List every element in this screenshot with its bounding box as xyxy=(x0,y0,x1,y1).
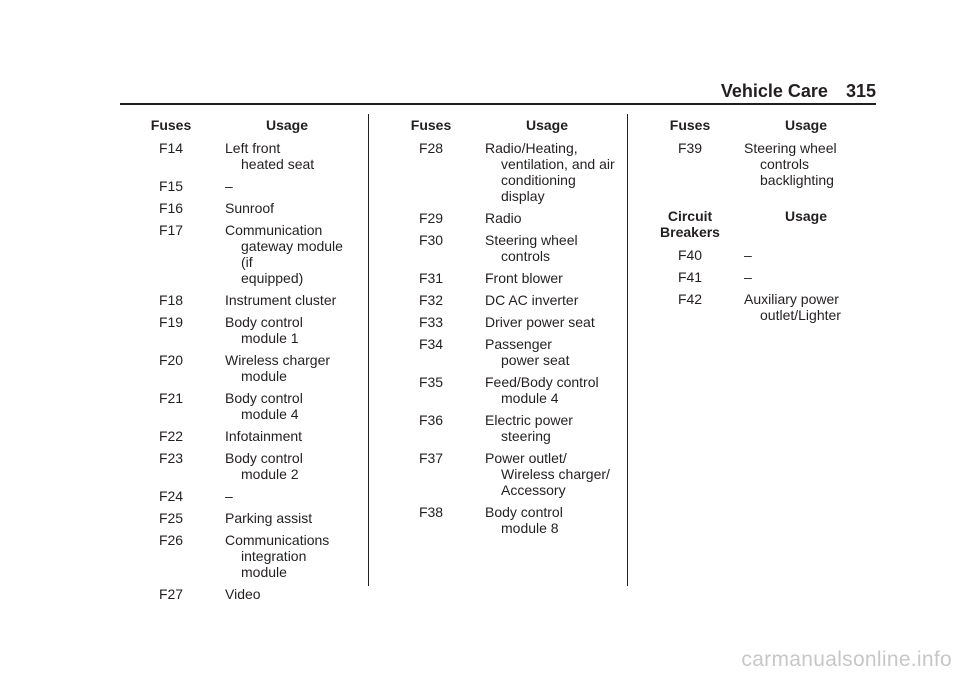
fuse-usage-line: Wireless charger xyxy=(225,352,331,368)
fuse-row xyxy=(125,222,357,286)
fuse-row xyxy=(644,140,876,188)
fuse-row xyxy=(385,232,617,264)
fuse-usage-line: Radio xyxy=(485,210,522,226)
fuse-row xyxy=(385,504,617,536)
fuse-row xyxy=(385,336,617,368)
fuse-usage xyxy=(477,450,615,498)
fuse-usage-line: integration module xyxy=(241,548,307,580)
fuse-usage-line: heated seat xyxy=(241,156,315,172)
fuse-id: F20 xyxy=(158,352,184,368)
fuse-usage xyxy=(477,374,615,406)
fuse-row xyxy=(125,488,357,504)
fuse-id: F37 xyxy=(418,450,444,466)
fuse-usage-line: Front blower xyxy=(485,270,563,286)
circuit-breakers-header xyxy=(644,208,876,240)
fuse-usage-line: Parking assist xyxy=(225,510,313,526)
fuse-usage xyxy=(217,532,355,580)
fuse-column-3 xyxy=(644,117,876,329)
fuse-usage-line: Video xyxy=(225,586,261,602)
fuse-usage xyxy=(217,390,355,422)
fuse-id: F19 xyxy=(158,314,184,330)
fuse-row xyxy=(125,428,357,444)
fuse-usage xyxy=(217,488,355,504)
fuse-usage xyxy=(477,336,615,368)
fuse-usage xyxy=(477,292,615,308)
fuse-row xyxy=(385,374,617,406)
fuse-usage-line: gateway module (if xyxy=(241,238,343,270)
fuse-usage-line: Auxiliary power xyxy=(744,291,839,307)
fuse-usage xyxy=(217,352,355,384)
fuse-id: F29 xyxy=(418,210,444,226)
fuse-usage-line: Communication xyxy=(225,222,323,238)
watermark: carmanualsonline.info xyxy=(741,648,952,671)
fuse-usage-line: Left front xyxy=(225,140,281,156)
fuse-row xyxy=(125,510,357,526)
fuse-usage-line: module 8 xyxy=(501,520,559,536)
fuse-usage-line: Steering wheel xyxy=(485,232,578,248)
fuse-usage xyxy=(736,291,874,323)
fuse-usage-line: conditioning xyxy=(501,172,576,188)
fuse-usage-line: Power outlet/ xyxy=(485,450,567,466)
fuse-id: F32 xyxy=(418,292,444,308)
fuse-usage-line: module 4 xyxy=(241,406,299,422)
fuse-usage-line: display xyxy=(501,188,545,204)
fuse-row xyxy=(125,532,357,580)
fuse-usage-line: outlet/Lighter xyxy=(760,307,841,323)
fuse-usage-line: Passenger xyxy=(485,336,552,352)
fuse-usage xyxy=(217,428,355,444)
fuse-row xyxy=(125,352,357,384)
usage-heading: Usage xyxy=(784,208,828,224)
fuse-row xyxy=(125,140,357,172)
fuse-id: F35 xyxy=(418,374,444,390)
fuse-usage-line: – xyxy=(744,247,752,263)
fuse-id: F28 xyxy=(418,140,444,156)
page-header xyxy=(120,80,876,102)
fuse-usage-line: Radio/Heating, xyxy=(485,140,578,156)
usage-heading: Usage xyxy=(525,117,569,133)
fuse-usage-line: Electric power xyxy=(485,412,573,428)
fuse-usage-line: Driver power seat xyxy=(485,314,595,330)
fuse-usage xyxy=(477,232,615,264)
fuse-id: F41 xyxy=(677,269,703,285)
fuse-row xyxy=(125,200,357,216)
fuse-usage xyxy=(217,292,355,308)
fuse-row xyxy=(125,178,357,194)
column-header xyxy=(385,117,617,133)
fuse-id: F40 xyxy=(677,247,703,263)
fuse-id: F18 xyxy=(158,292,184,308)
fuse-row xyxy=(385,292,617,308)
fuse-usage xyxy=(217,200,355,216)
fuse-usage-line: controls xyxy=(501,248,551,264)
fuse-usage-line: Body control xyxy=(485,504,563,520)
fuse-usage-line: Body control xyxy=(225,314,303,330)
fuse-usage-line: module 2 xyxy=(241,466,299,482)
fuse-usage-line: module 1 xyxy=(241,330,299,346)
fuse-usage xyxy=(217,450,355,482)
fuse-usage xyxy=(477,210,615,226)
fuse-id: F31 xyxy=(418,270,444,286)
fuse-id: F21 xyxy=(158,390,184,406)
fuse-row xyxy=(385,314,617,330)
fuses-heading: Fuses xyxy=(669,117,711,133)
usage-heading: Usage xyxy=(784,117,828,133)
fuse-id: F42 xyxy=(677,291,703,307)
fuse-usage xyxy=(217,178,355,194)
fuse-id: F34 xyxy=(418,336,444,352)
fuse-id: F14 xyxy=(158,140,184,156)
usage-heading: Usage xyxy=(265,117,309,133)
fuse-id: F15 xyxy=(158,178,184,194)
fuse-usage-line: module xyxy=(241,368,287,384)
fuse-row xyxy=(125,292,357,308)
fuse-row xyxy=(125,450,357,482)
column-divider xyxy=(627,114,628,586)
fuse-row xyxy=(385,140,617,204)
fuse-usage xyxy=(736,140,874,188)
fuse-usage-line: backlighting xyxy=(760,172,834,188)
fuse-usage-line: Body control xyxy=(225,390,303,406)
column-header xyxy=(644,117,876,133)
fuse-usage-line: Body control xyxy=(225,450,303,466)
fuse-usage-line: Communications xyxy=(225,532,330,548)
fuse-id: F24 xyxy=(158,488,184,504)
header-rule xyxy=(120,103,876,105)
fuses-heading: Fuses xyxy=(150,117,192,133)
page-number: 315 xyxy=(845,81,876,101)
circuit-heading-line: Circuit xyxy=(667,208,713,224)
fuse-row xyxy=(644,247,876,263)
fuse-id: F16 xyxy=(158,200,184,216)
fuse-usage xyxy=(477,270,615,286)
fuse-id: F17 xyxy=(158,222,184,238)
fuse-id: F26 xyxy=(158,532,184,548)
fuse-usage-line: – xyxy=(744,269,752,285)
fuse-usage xyxy=(477,314,615,330)
fuse-usage xyxy=(736,247,874,263)
fuse-id: F23 xyxy=(158,450,184,466)
fuse-id: F25 xyxy=(158,510,184,526)
fuse-usage-line: controls xyxy=(760,156,810,172)
fuse-usage-line: steering xyxy=(501,428,551,444)
fuse-row xyxy=(644,269,876,285)
fuse-id: F36 xyxy=(418,412,444,428)
breakers-heading-line: Breakers xyxy=(660,224,720,240)
fuse-usage-line: – xyxy=(225,488,233,504)
fuse-usage xyxy=(477,140,615,204)
fuse-usage-line: power seat xyxy=(501,352,570,368)
fuse-usage xyxy=(736,269,874,285)
fuse-usage xyxy=(217,510,355,526)
fuse-usage-line: Wireless charger/ xyxy=(501,466,610,482)
column-divider xyxy=(368,114,369,586)
fuse-id: F33 xyxy=(418,314,444,330)
fuse-usage-line: module 4 xyxy=(501,390,559,406)
fuse-row xyxy=(385,450,617,498)
header-text xyxy=(721,80,876,102)
section-title: Vehicle Care xyxy=(720,81,828,101)
fuse-usage-line: Sunroof xyxy=(225,200,275,216)
fuse-usage-line: ventilation, and air xyxy=(501,156,615,172)
fuse-id: F38 xyxy=(418,504,444,520)
fuse-id: F27 xyxy=(158,586,184,602)
fuse-usage xyxy=(477,504,615,536)
fuse-usage-line: – xyxy=(225,178,233,194)
fuse-row xyxy=(385,210,617,226)
fuse-id: F39 xyxy=(677,140,703,156)
fuse-row xyxy=(385,270,617,286)
fuse-id: F30 xyxy=(418,232,444,248)
circuit-breakers-heading xyxy=(644,208,736,240)
fuse-usage xyxy=(477,412,615,444)
fuses-heading: Fuses xyxy=(410,117,452,133)
fuse-usage-line: DC AC inverter xyxy=(485,292,579,308)
fuse-row xyxy=(125,314,357,346)
fuse-id: F22 xyxy=(158,428,184,444)
fuse-row xyxy=(385,412,617,444)
fuse-row xyxy=(125,586,357,602)
fuse-column-2 xyxy=(385,117,617,542)
fuse-usage xyxy=(217,586,355,602)
fuse-usage-line: equipped) xyxy=(241,270,304,286)
fuse-row xyxy=(644,291,876,323)
fuse-usage-line: Instrument cluster xyxy=(225,292,337,308)
fuse-usage xyxy=(217,140,355,172)
fuse-column-1 xyxy=(125,117,357,608)
fuse-usage-line: Infotainment xyxy=(225,428,303,444)
fuse-usage xyxy=(217,222,355,286)
fuse-usage-line: Feed/Body control xyxy=(485,374,599,390)
fuse-usage-line: Accessory xyxy=(501,482,566,498)
fuse-usage xyxy=(217,314,355,346)
column-header xyxy=(125,117,357,133)
fuse-usage-line: Steering wheel xyxy=(744,140,837,156)
fuse-row xyxy=(125,390,357,422)
